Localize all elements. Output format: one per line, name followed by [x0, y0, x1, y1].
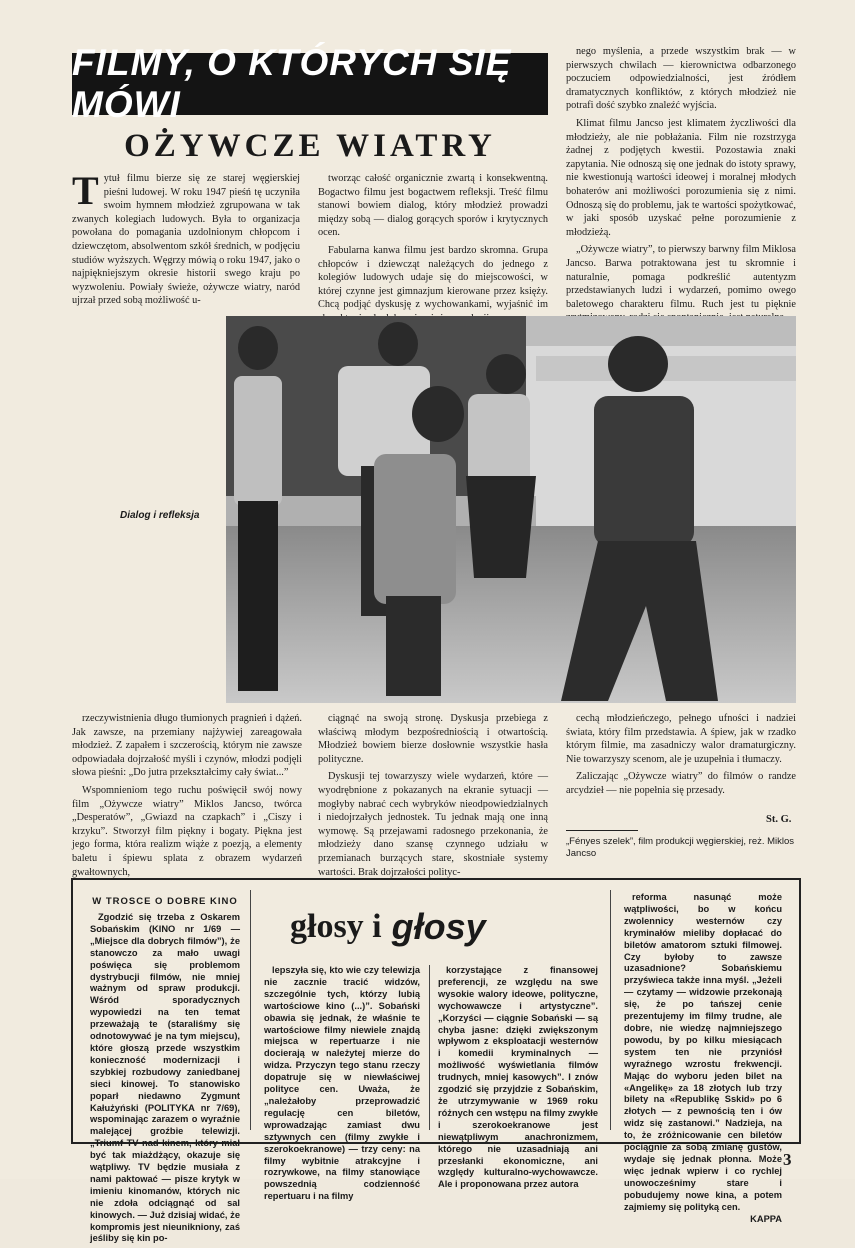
box-column-2 — [264, 965, 420, 1206]
article-paragraph: tworząc całość organicznie zwartą i konsekwentną. Bogactwo filmu jest bogactwem refleksji. Treść filmu stanowi bowiem dialog, który młodzież prowadzi między sobą — dialog gorących sporów i krytycznych ocen. — [318, 173, 548, 239]
page-number: 3 — [783, 1150, 792, 1169]
article-paragraph: rzeczywistnienia długo tłumionych pragnień i dążeń. Jak zawsze, na przemiany najżywiej zareagowała młodzież. Z zapałem i szczerością, którym nie zawsze odpowiadała dojrzałość myśli i czynów, młodzi podjęli słowa pieśni: „Do jutra przekształcimy cały świat...” — [72, 713, 302, 779]
glosy-logo — [290, 897, 575, 957]
box-paragraph: Zgodzić się trzeba z Oskarem Sobańskim (KINO nr 1/69 — „Miejsce dla dobrych filmów”), że stanowczo za mało uwagi poświęca się problemom dystrybucji filmów, nie mniej ważnym od spraw produkcji. Wśród sporadycznych wypowiedzi na ten temat przeważają te (staraliśmy się odnotowywać je na tym miejscu), które głoszą przede wszystkim konieczność modernizacji i szybkiej rozbudowy zaniedbanej sieci kinowej. To stanowisko poparł niedawno Zygmunt Kałużyński (POLITYKA nr 7/69), wspominając zarazem o wyraźnie malejącej groźbie telewizji. „Triumf TV nad kinem, który miał być tak miażdżący, okazuje się wątpliwy. TV będzie musiała z nami paktować — pisze krytyk w imieniu kinomanów, których nic nie zdoła odciągnąć od sal kinowych. — Już dzisiaj widać, że kompromis jest nieunikniony, zaś jeśliby się kin po- — [90, 912, 240, 1244]
article-column-2 — [318, 172, 548, 330]
section-banner: FILMY, O KTÓRYCH SIĘ MÓWI — [72, 53, 548, 115]
logo-text-left: głosy i — [290, 908, 382, 945]
article-paragraph: Zaliczając „Ożywcze wiatry” do filmów o randze arcydzieł — nie popełnia się przesady. — [566, 771, 796, 796]
article-paragraph: Wspomnieniom tego ruchu poświęcił swój nowy film „Ożywcze wiatry” Miklos Jancso, twórca „Desperatów”, „Gwiazd na czapkach” i „Ciszy i krzyku”. Stworzył film piękny i bogaty. Piękna jest jego forma, która realizm wiąże z poezją, a elementy baletu i śpiewu splata z obrazem wydarzeń gwałtownych, — [72, 784, 302, 878]
article-paragraph: ciągnąć na swoją stronę. Dyskusja przebiega z właściwą młodym bezpośredniością i otwartością. Młodzież bowiem bierze dosłownie wszystkie hasła polityczne. — [318, 713, 548, 765]
column-rule — [250, 890, 251, 1130]
caption-rule — [566, 830, 638, 831]
photo-caption-right: „Fényes szelek”, film produkcji węgierskiej, reż. Miklos Jancso — [566, 836, 795, 859]
article-paragraph: nego myślenia, a przede wszystkim brak — w pierwszych chwilach — kierownictwa odbarzonego poczuciem odpowiedzialności, jest źródłem dramatycznych konfliktów, z których młodzież nie potrafi dość szybko znaleźć wyjścia. — [566, 46, 796, 112]
film-still-illustration — [226, 316, 796, 703]
article-title: OŻYWCZE WIATRY — [124, 128, 496, 164]
article-paragraph: „Ożywcze wiatry”, to pierwszy barwny film Miklosa Jancso. Barwa potraktowana jest tu skromnie i naturalnie, pomaga podkreślić autentyzm przedstawianych ludzi i wydarzeń, pomimo owego baletowego charakteru filmu. Ruch jest tu pięknie — [566, 244, 796, 310]
article-column-5 — [318, 712, 548, 883]
article-column-6 — [566, 712, 796, 802]
column-rule — [429, 965, 430, 1130]
box-column-3 — [438, 965, 598, 1194]
box-paragraph: lepszyła się, kto wie czy telewizja nie zacznie tracić widzów, szczególnie tych, którzy lubią wartościowe kino (...)”. Sobański obawia się jednak, że właśnie te wartościowe filmy niewiele znajdą miejsca w repertuarze i nie docierają w należytej mierze do widza. Przyczyn tego stanu rzeczy dopatruje się w niewłaściwej polityce cen. Uważa, że „należałoby przeprowadzić regulację cen biletów, wprowadzając zamiast dwu sztywnych cen (filmy zwykłe i szerokoekranowe) — trzy ceny: na filmy wybitnie atrakcyjne i rozrywkowe, na filmy stanowiące powszednią codzienność repertuaru i na filmy — [264, 965, 420, 1202]
box-paragraph: reforma nasunąć może wątpliwości, bo w końcu zwolennicy westernów czy kryminałów mieliby dopłacać do biletów amatorom sztuki filmowej. Czy byłoby to zawsze uzasadnione? Sobańskiemu przyświeca także inna myśl. „Jeżeli — czytamy — widzowie przekonają się, że po tańszej cenie prezentujemy im filmy trudne, ale dobre, nie wiedzę najmniejszego powodu, by po kilku miesiącach system ten nie przyniósł wyraźnego wzrostu frekwencji. Mając do wyboru jeden bilet na «Angelikę» za 18 złotych lub trzy bilety na «Republikę Sskid» po 6 złotych — z pewnością ten i ów widz się zastanowi.” Nadzieja, na to, że zróżnicowanie cen biletów pociągnie za sobą zmianę gustów, wydaje się jednak płonna. Może więc jednak wpierw i co rychlej unowocześnimy stare i pobudujemy nowe kina, a potem zajmiemy się polityką cen. — [624, 892, 782, 1212]
box-column-4 — [624, 892, 782, 1226]
box-paragraph: korzystające z finansowej preferencji, ze względu na swe wysokie walory ideowe, polityczne, wychowawcze i artystyczne”. „Korzyści — ciągnie Sobański — są chyba jasne: dzięki zwiększonym wpływom z eksploatacji westernów i komedii kryminalnych — możliwość wyświetlania filmów trudnych, mniej kasowych”. I znów zgodzić się przyjdzie z Sobańskim, że utrzymywanie w 1969 roku różnych cen wstępu na filmy zwykłe i szerokoekranowe jest niewątpliwym anachronizmem, którego nie uzasadniają ani przesłanki ekonomiczne, ani względy kulturalno-wychowawcze. Ale i proponowana przez autora — [438, 965, 598, 1190]
article-paragraph: Klimat filmu Jancso jest klimatem życzliwości dla młodzieży, ale nie pobłażania. Film nie rozstrzyga żadnej z podjętych kwestii. Pozostawia znaki zapytania. Nie odnoszą się one jednak do istoty sprawy, nie kwestionują wartości ideowej i moralnej młodych bohaterów ani możliwości porozumienia się z nimi. Odnoszą się do problemu, jak te wartości spożytkować, w jaki sposób uzyskać pełne porozumienie z młodzieżą. — [566, 117, 796, 238]
logo-text-right: głosy — [391, 906, 486, 947]
article-paragraph: cechą młodzieńczego, pełnego ufności i nadziei świata, który film przedstawia. A śpiew, jak w rzadko którym filmie, ma zasadniczy walor dramaturgiczny. Nie towarzyszy scenom, ale je uzupełnia i tłumaczy. — [566, 713, 796, 765]
column-rule — [610, 890, 611, 1130]
article-column-1 — [72, 168, 300, 308]
article-column-4 — [72, 712, 302, 883]
drop-cap: T — [72, 168, 99, 213]
article-paragraph: Dyskusji tej towarzyszy wiele wydarzeń, które — wyodrębnione z pokazanych na ekranie sytuacji — mogłyby nabrać cech wybryków nieodpowiedzialnych i niedojrzałych jednostek. Tu jednak mają one inną wymowę. Są przejawami radosnego przekonania, że młodzieży dano szansę czynnego udziału w przemianach burzących stare, skostniałe systemy wartości. Brak dojrzałości polityc- — [318, 771, 548, 878]
article-paragraph: Fabularna kanwa filmu jest bardzo skromna. Grupa chłopców i dziewcząt należących do jednego z kolegiów ludowych udaje się do miejscowości, w której czynne jest gimnazjum kierowane przez księży. Chcą podjąć dyskusję z wychowankami, wyjaśnić im — [318, 244, 548, 311]
box-signature: KAPPA — [750, 1214, 782, 1225]
article-signature: St. G. — [766, 814, 792, 825]
article-column-3 — [566, 45, 796, 329]
box-heading: W TROSCE O DOBRE KINO — [92, 896, 238, 907]
photo-caption-left: Dialog i refleksja — [120, 510, 200, 521]
article-paragraph: ytuł filmu bierze się ze starej węgierskiej pieśni ludowej. W roku 1947 pieśń tę uczyniła swoim hymnem młodzież zgrupowana w tak zwanych kolegiach ludowych. Była to organizacja powołana do pomagania uzdolnionym chłopcom i dziewczętom, absolwentom szkół średnich, w podjęciu studiów wyższych. Węgrzy mówią o roku 1947, jako o najpiękniejszym okresie historii swego kraju po wyzwoleniu. Powiały świeże, ożywcze wiatry, naród ujrzał przed sobą możliwość u- — [72, 173, 300, 307]
film-still-photo — [226, 316, 796, 703]
box-column-1 — [90, 912, 240, 1248]
